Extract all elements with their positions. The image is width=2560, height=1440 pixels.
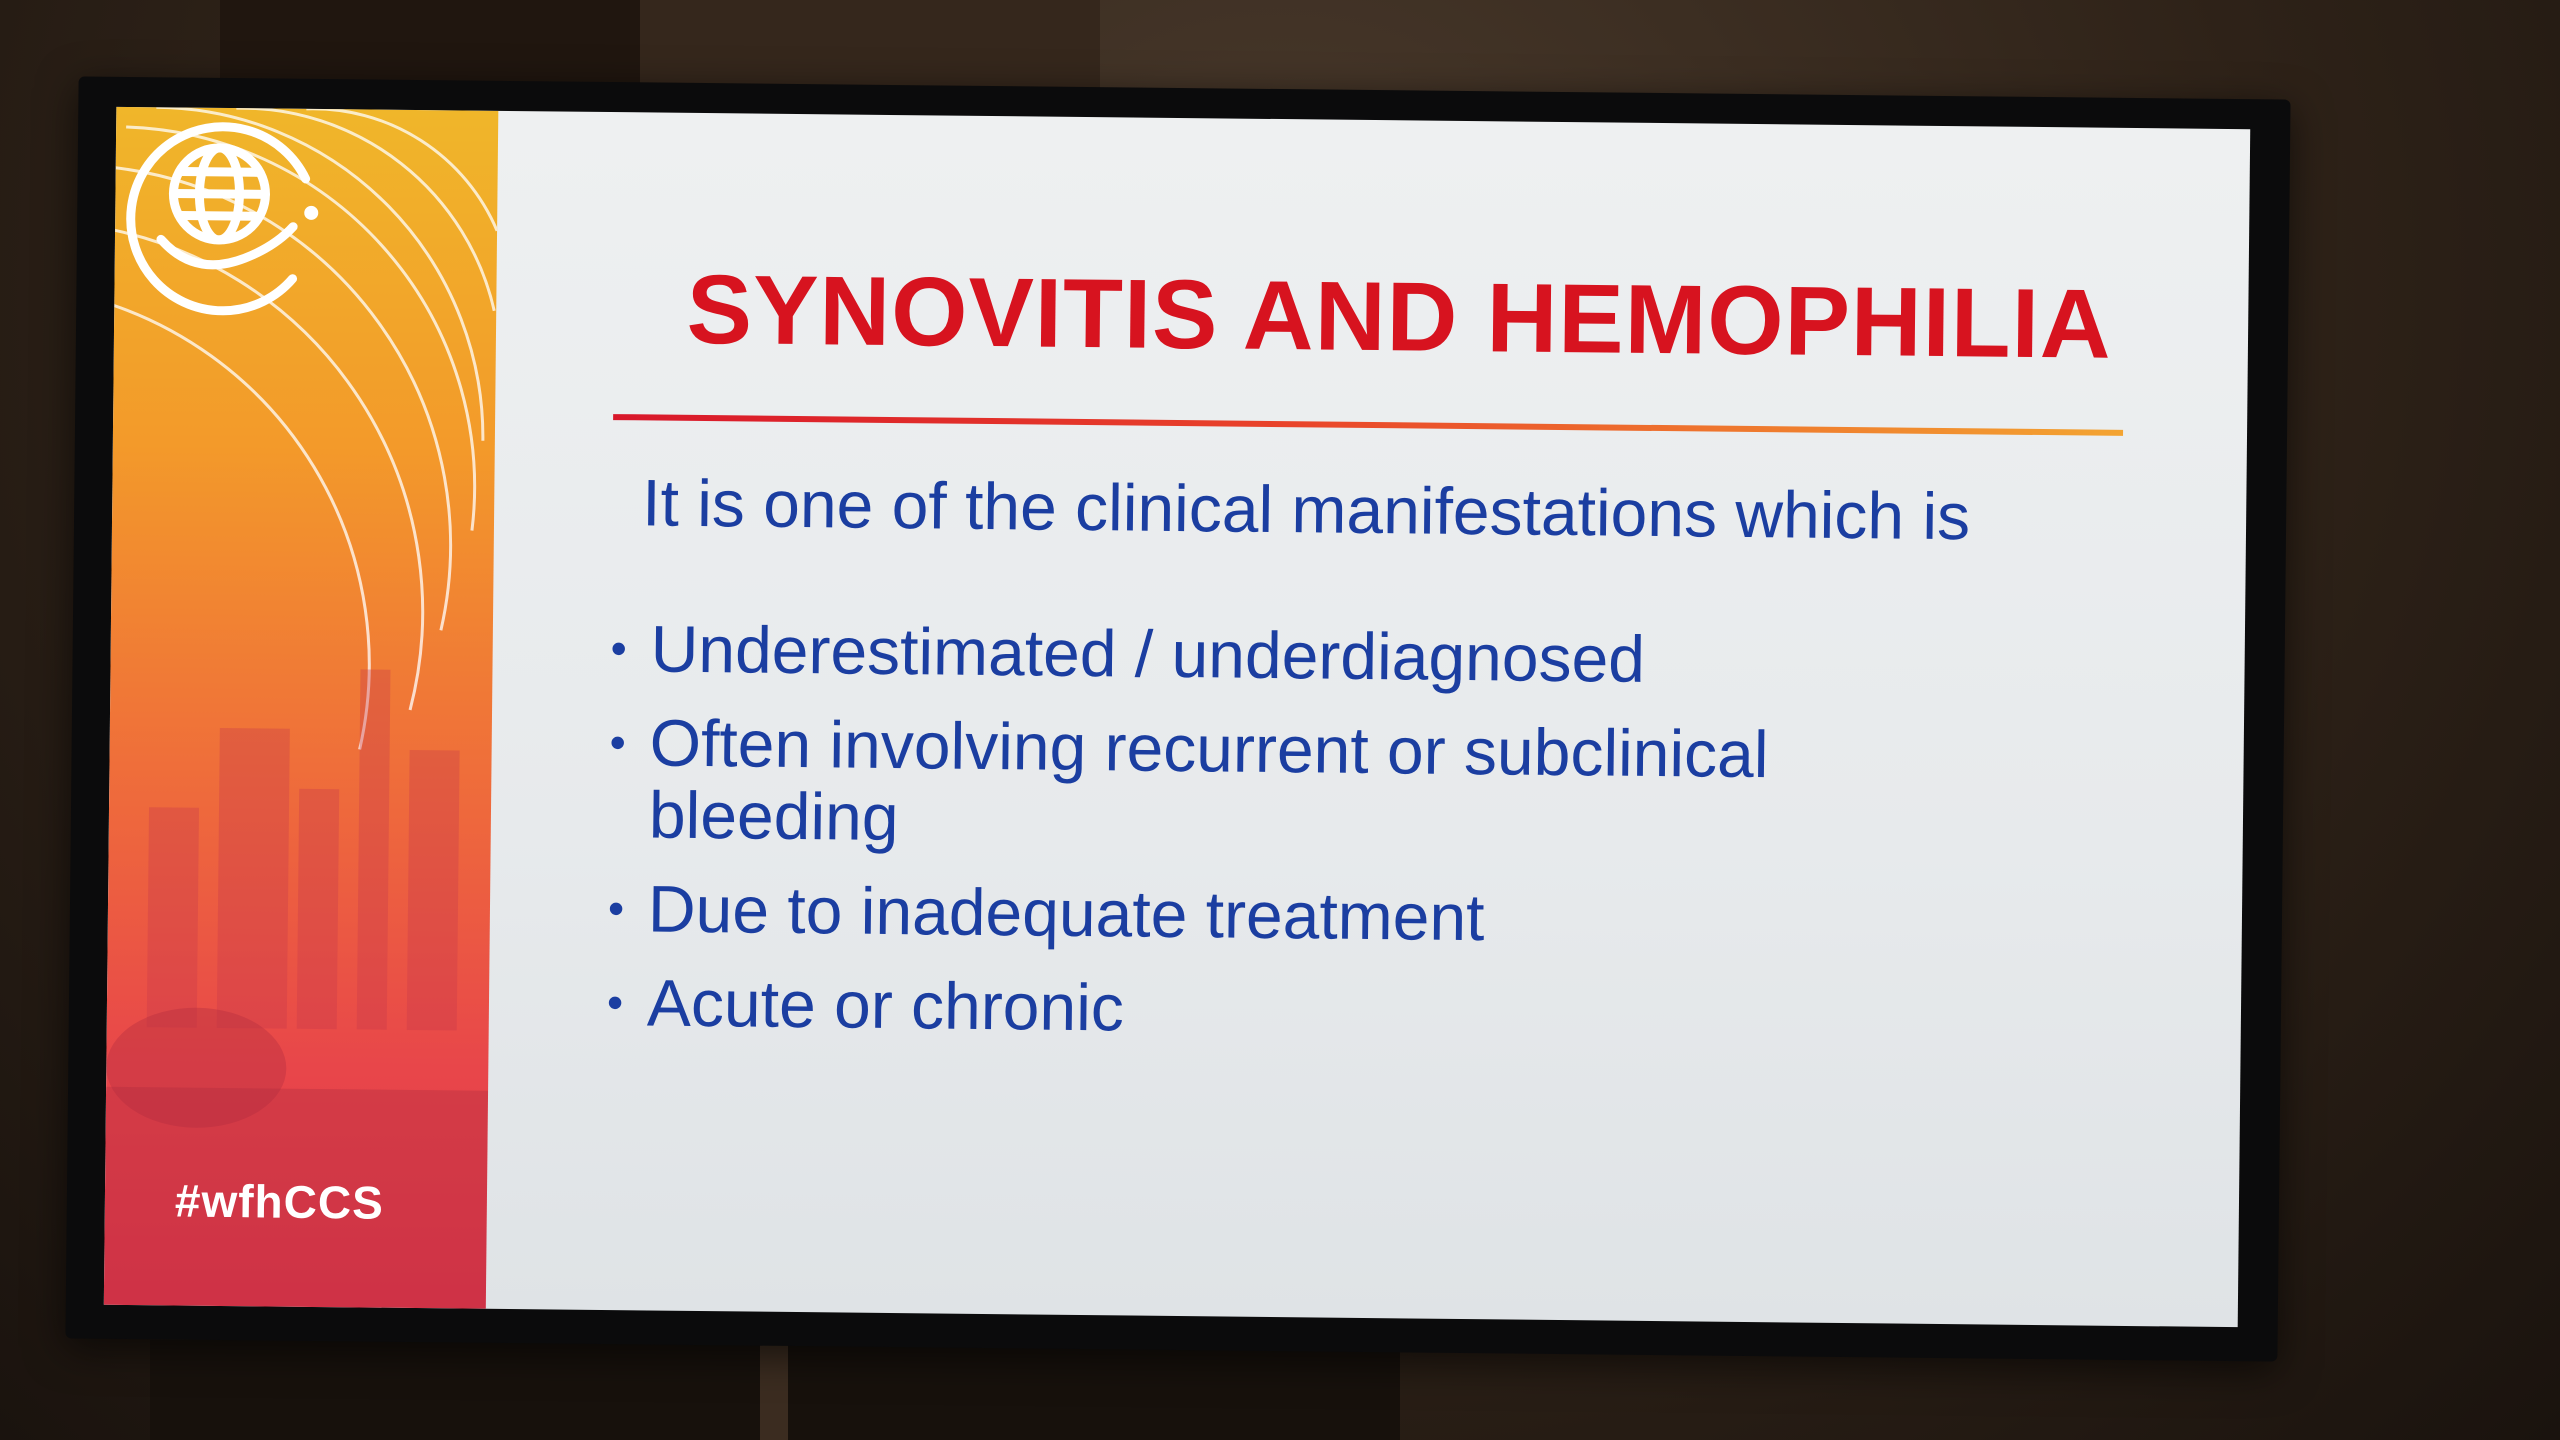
bullet-text: Often involving recurrent or subclinical bleeding — [648, 705, 1769, 855]
slide-side-band — [104, 107, 499, 1309]
slide-intro-text: It is one of the clinical manifestations which is — [641, 465, 1971, 554]
bullet-text: Acute or chronic — [646, 965, 1125, 1045]
bullet-icon: • — [606, 976, 624, 1029]
bullet-icon: • — [609, 716, 627, 769]
list-item — [609, 706, 2110, 866]
bullet-icon: • — [607, 882, 625, 935]
list-item — [607, 966, 2108, 1054]
tv-stand-post — [760, 1340, 788, 1440]
event-hashtag: #wfhCCS — [174, 1174, 385, 1229]
slide-title: SYNOVITIS AND HEMOPHILIA — [686, 253, 2113, 379]
title-divider — [613, 414, 2123, 436]
globe-hand-logo-icon — [114, 107, 328, 321]
tv-monitor — [65, 76, 2290, 1361]
list-item — [608, 872, 2109, 960]
bullet-icon: • — [610, 622, 628, 675]
bullet-text: Due to inadequate treatment — [647, 871, 1485, 955]
bullet-text: Underestimated / underdiagnosed — [650, 611, 1646, 696]
bullet-list — [606, 612, 2111, 1076]
presentation-slide — [104, 107, 2250, 1327]
list-item — [610, 612, 2111, 700]
